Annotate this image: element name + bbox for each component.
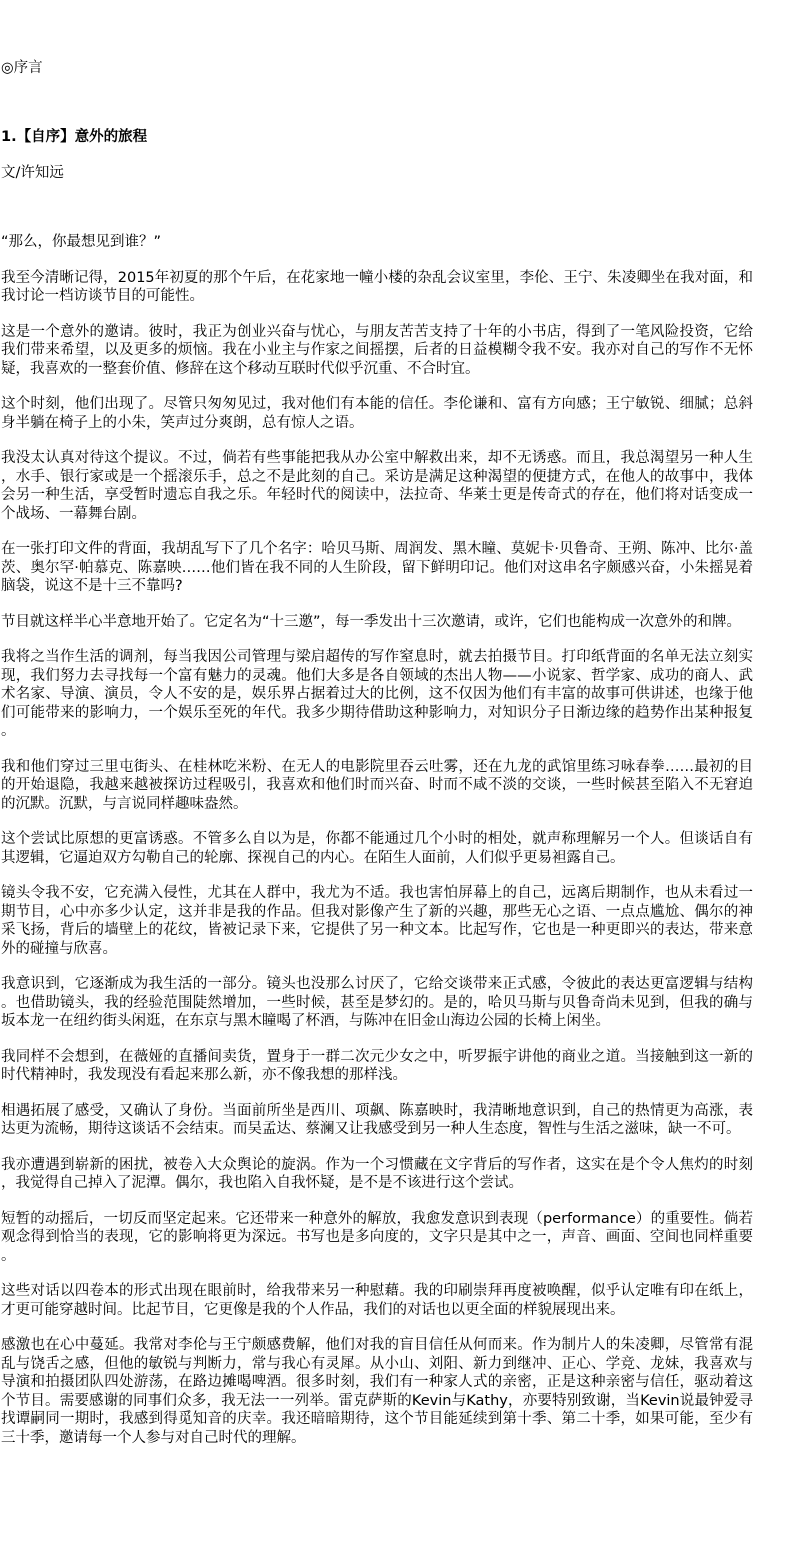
paragraph: 节目就这样半心半意地开始了。它定名为“十三邀”，每一季发出十三次邀请，或许，它们也能构成一次意外的和牌。 bbox=[1, 613, 742, 630]
paragraph: 我亦遭遇到崭新的困扰，被卷入大众舆论的旋涡。作为一个习惯藏在文字背后的写作者，这实在是个令人焦灼的时刻，我觉得自己掉入了泥潭。偶尔，我也陷入自我怀疑，是不是不该进行这个尝试。 bbox=[1, 1156, 753, 1191]
document-body bbox=[1, 0, 753, 1446]
paragraph: 相遇拓展了感受，又确认了身份。当面前所坐是西川、项飙、陈嘉映时，我清晰地意识到，自己的热情更为高涨，表达更为流畅，期待这谈话不会结束。而吴孟达、蔡澜又让我感受到另一种人生态度，智性与生活之滋味，缺一不可。 bbox=[1, 1102, 753, 1137]
chapter-paragraphs bbox=[1, 233, 753, 1464]
paragraph: 我将之当作生活的调剂，每当我因公司管理与梁启超传的写作窒息时，就去拍摄节目。打印纸背面的名单无法立刻实现，我们努力去寻找每一个富有魅力的灵魂。他们大多是各自领域的杰出人物——小说家、哲学家、成功的商人、武术名家、导演、演员，令人不安的是，娱乐界占据着过大的比例，这不仅因为他们有丰富的故事可供讲述，也缘于他们可能带来的影响力，一个娱乐至死的年代。我多少期待借助这种影响力，对知识分子日渐边缘的趋势作出某种报复。 bbox=[1, 649, 753, 739]
paragraph: 我同样不会想到，在薇娅的直播间卖货，置身于一群二次元少女之中，听罗振宇讲他的商业之道。当接触到这一新的时代精神时，我发现没有看起来那么新，亦不像我想的那样浅。 bbox=[1, 1048, 753, 1083]
author-byline: 文/许知远 bbox=[1, 165, 64, 181]
paragraph: 短暂的动摇后，一切反而坚定起来。它还带来一种意外的解放，我愈发意识到表现（performance）的重要性。倘若观念得到恰当的表现，它的影响将更为深远。书写也是多向度的，文字只是其中之一，声音、画面、空间也同样重要。 bbox=[1, 1210, 753, 1264]
paragraph: 我至今清晰记得，2015年初夏的那个午后，在花家地一幢小楼的杂乱会议室里，李伦、王宁、朱凌卿坐在我对面，和我讨论一档访谈节目的可能性。 bbox=[1, 269, 753, 304]
paragraph: 我和他们穿过三里屯街头、在桂林吃米粉、在无人的电影院里吞云吐雾，还在九龙的武馆里练习咏春拳……最初的目的开始退隐，我越来越被探访过程吸引，我喜欢和他们时而兴奋、时而不咸不淡的交谈，一些时候甚至陷入不无窘迫的沉默。沉默，与言说同样趣味盎然。 bbox=[1, 758, 753, 812]
paragraph: 我意识到，它逐渐成为我生活的一部分。镜头也没那么讨厌了，它给交谈带来正式感，令彼此的表达更富逻辑与结构。也借助镜头，我的经验范围陡然增加，一些时候，甚至是梦幻的。是的，哈贝马斯与贝鲁奇尚未见到，但我的确与坂本龙一在纽约街头闲逛，在东京与黑木瞳喝了杯酒，与陈冲在旧金山海边公园的长椅上闲坐。 bbox=[1, 976, 753, 1029]
paragraph: 这个尝试比原想的更富诱惑。不管多么自以为是，你都不能通过几个小时的相处，就声称理解另一个人。但谈话自有其逻辑，它逼迫双方勾勒自己的轮廓、探视自己的内心。在陌生人面前，人们似乎更易袒露自己。 bbox=[1, 831, 753, 866]
previous-page-fragment bbox=[1, 0, 753, 3]
paragraph: 这是一个意外的邀请。彼时，我正为创业兴奋与忧心，与朋友苦苦支持了十年的小书店，得到了一笔风险投资，它给我们带来希望，以及更多的烦恼。我在小业主与作家之间摇摆，后者的日益模糊令我不安。我亦对自己的写作不无怀疑，我喜欢的一整套价值、修辞在这个移动互联时代似乎沉重、不合时宜。 bbox=[1, 323, 753, 377]
paragraph: 这个时刻，他们出现了。尽管只匆匆见过，我对他们有本能的信任。李伦谦和、富有方向感；王宁敏锐、细腻；总斜身半躺在椅子上的小朱，笑声过分爽朗，总有惊人之语。 bbox=[1, 396, 753, 431]
paragraph: 镜头令我不安，它充满入侵性，尤其在人群中，我尤为不适。我也害怕屏幕上的自己，远离后期制作，也从未看过一期节目，心中亦多少认定，这并非是我的作品。但我对影像产生了新的兴趣，那些无心之语、一点点尴尬、偶尔的神采飞扬，背后的墙壁上的花纹，皆被记录下来，它提供了另一种文本。比起写作，它也是一种更即兴的表达，带来意外的碰撞与欣喜。 bbox=[1, 885, 753, 957]
paragraph: 我没太认真对待这个提议。不过，倘若有些事能把我从办公室中解救出来，却不无诱惑。而且，我总渴望另一种人生，水手、银行家或是一个摇滚乐手，总之不是此刻的自己。采访是满足这种渴望的便捷方式，在他人的故事中，我体会另一种生活，享受暂时遗忘自我之乐。年轻时代的阅读中，法拉奇、华莱士更是传奇式的存在，他们将对话变成一个战场、一幕舞台剧。 bbox=[1, 450, 753, 522]
paragraph: “那么，你最想见到谁？” bbox=[1, 234, 162, 250]
chapter-title: 1.【自序】意外的旅程 bbox=[1, 129, 148, 145]
section-mark: ◎序言 bbox=[1, 60, 43, 76]
paragraph: 在一张打印文件的背面，我胡乱写下了几个名字：哈贝马斯、周润发、黑木瞳、莫妮卡·贝鲁奇、王朔、陈冲、比尔·盖茨、奥尔罕·帕慕克、陈嘉映……他们皆在我不同的人生阶段，留下鲜明印记。他们对这串名字颇感兴奋，小朱摇晃着脑袋，说这不是十三不靠吗? bbox=[1, 541, 753, 594]
paragraph: 感激也在心中蔓延。我常对李伦与王宁颇感费解，他们对我的盲目信任从何而来。作为制片人的朱凌卿，尽管常有混乱与饶舌之感，但他的敏锐与判断力，常与我心有灵犀。从小山、刘阳、新力到继冲、正心、学竞、龙妹，我喜欢与导演和拍摄团队四处游荡，在路边摊喝啤酒。很多时刻，我们有一种家人式的亲密，正是这种亲密与信任，驱动着这个节目。需要感谢的同事们众多，我无法一一列举。雷克萨斯的Kevin与Kathy，亦要特别致谢，当Kevin说最钟爱寻找谭嗣同一期时，我感到得觅知音的庆幸。我还暗暗期待，这个节目能延续到第十季、第二十季，如果可能，至少有三十季，邀请每一个人参与对自己时代的理解。 bbox=[1, 1337, 753, 1446]
paragraph: 这些对话以四卷本的形式出现在眼前时，给我带来另一种慰藉。我的印刷崇拜再度被唤醒，似乎认定唯有印在纸上，才更可能穿越时间。比起节目，它更像是我的个人作品，我们的对话也以更全面的样貌展现出来。 bbox=[1, 1283, 753, 1318]
